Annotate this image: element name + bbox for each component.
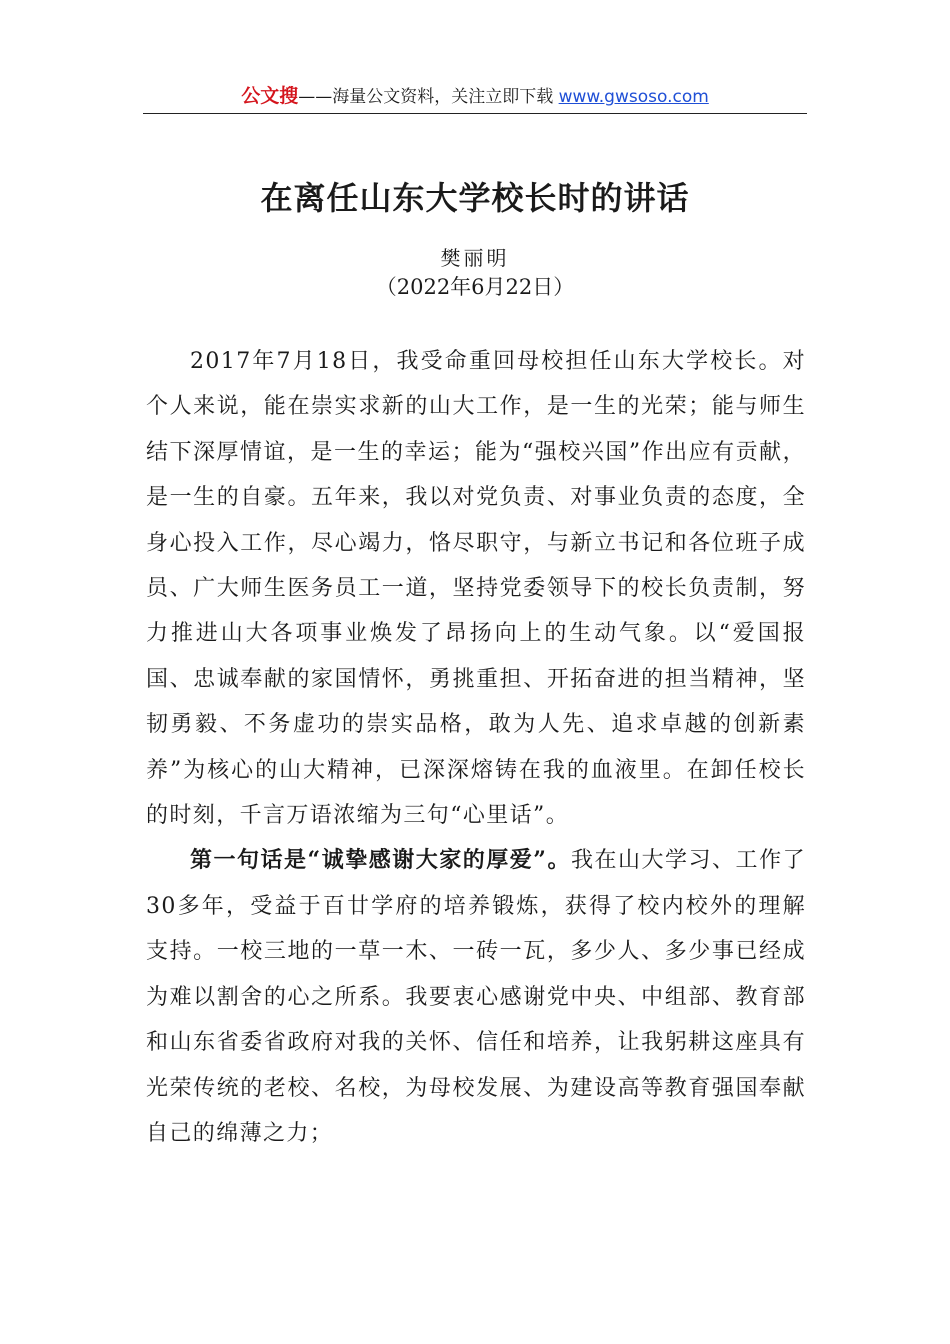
paragraph-2-lead: 第一句话是“诚挚感谢大家的厚爱”。 bbox=[190, 847, 571, 874]
paragraph-2-text: 我在山大学习、工作了30多年，受益于百廿学府的培养锻炼，获得了校内校外的理解支持。一校三地的一草一木、一砖一瓦，多少人、多少事已经成为难以割舍的心之所系。我要衷心感谢党中央、中组部、教育部和山东省委省政府对我的关怀、信任和培养，让我躬耕这座具有光荣传统的老校、名校，为母校发展、为建设高等教育强国奉献自己的绵薄之力； bbox=[146, 848, 806, 1146]
author-name: 樊丽明 bbox=[440, 246, 510, 270]
brand-name: 公文搜 bbox=[241, 85, 299, 107]
document-title: 在离任山东大学校长时的讲话 bbox=[260, 179, 690, 217]
header-divider bbox=[143, 113, 807, 114]
speech-date: （2022年6月22日） bbox=[375, 275, 575, 299]
banner-tagline: ——海量公文资料，关注立即下载 bbox=[298, 87, 554, 107]
site-banner bbox=[0, 84, 950, 109]
paragraph-2 bbox=[146, 838, 806, 1156]
document-body bbox=[146, 339, 806, 1156]
paragraph-1: 2017年7月18日，我受命重回母校担任山东大学校长。对个人来说，能在崇实求新的山大工作，是一生的光荣；能与师生结下深厚情谊，是一生的幸运；能为“强校兴国”作出应有贡献，是一生的自豪。五年来，我以对党负责、对事业负责的态度，全身心投入工作，尽心竭力，恪尽职守，与新立书记和各位班子成员、广大师生医务员工一道，坚持党委领导下的校长负责制，努力推进山大各项事业焕发了昂扬向上的生动气象。以“爱国报国、忠诚奉献的家国情怀，勇挑重担、开拓奋进的担当精神，坚韧勇毅、不务虚功的崇实品格，敢为人先、追求卓越的创新素养”为核心的山大精神，已深深熔铸在我的血液里。在卸任校长的时刻，千言万语浓缩为三句“心里话”。 bbox=[146, 349, 806, 829]
site-link[interactable]: www.gwsoso.com bbox=[558, 87, 709, 107]
